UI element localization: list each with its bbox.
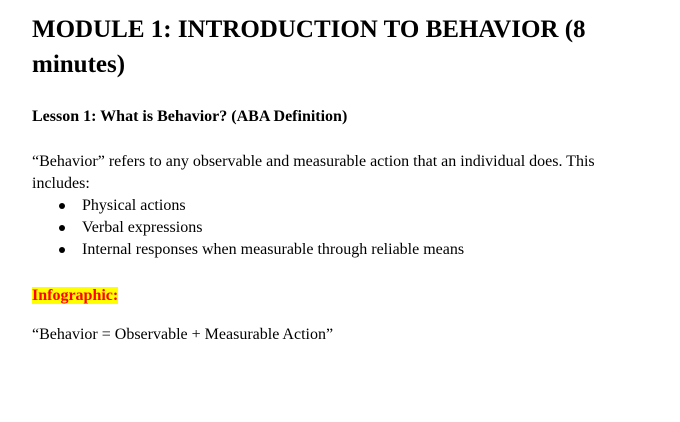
bullet-icon — [59, 225, 65, 231]
infographic-label — [32, 285, 652, 307]
lesson-title: Lesson 1: What is Behavior? (ABA Definition) — [32, 108, 348, 125]
list-item-text: Internal responses when measurable through reliable means — [82, 241, 465, 258]
bullet-icon — [59, 247, 65, 253]
list-item — [82, 195, 652, 217]
document-page — [32, 12, 652, 346]
list-item-text: Verbal expressions — [82, 219, 203, 236]
behavior-equation: “Behavior = Observable + Measurable Action” — [32, 326, 334, 343]
bullet-icon — [59, 203, 65, 209]
list-item — [82, 239, 652, 261]
behavior-types-list — [32, 195, 652, 261]
lesson-intro-paragraph: “Behavior” refers to any observable and measurable action that an individual does. This includes: — [32, 153, 595, 192]
list-item — [82, 217, 652, 239]
list-item-text: Physical actions — [82, 197, 186, 214]
infographic-label-highlight: Infographic: — [32, 287, 119, 304]
module-title: MODULE 1: INTRODUCTION TO BEHAVIOR (8 minutes) — [32, 16, 586, 78]
